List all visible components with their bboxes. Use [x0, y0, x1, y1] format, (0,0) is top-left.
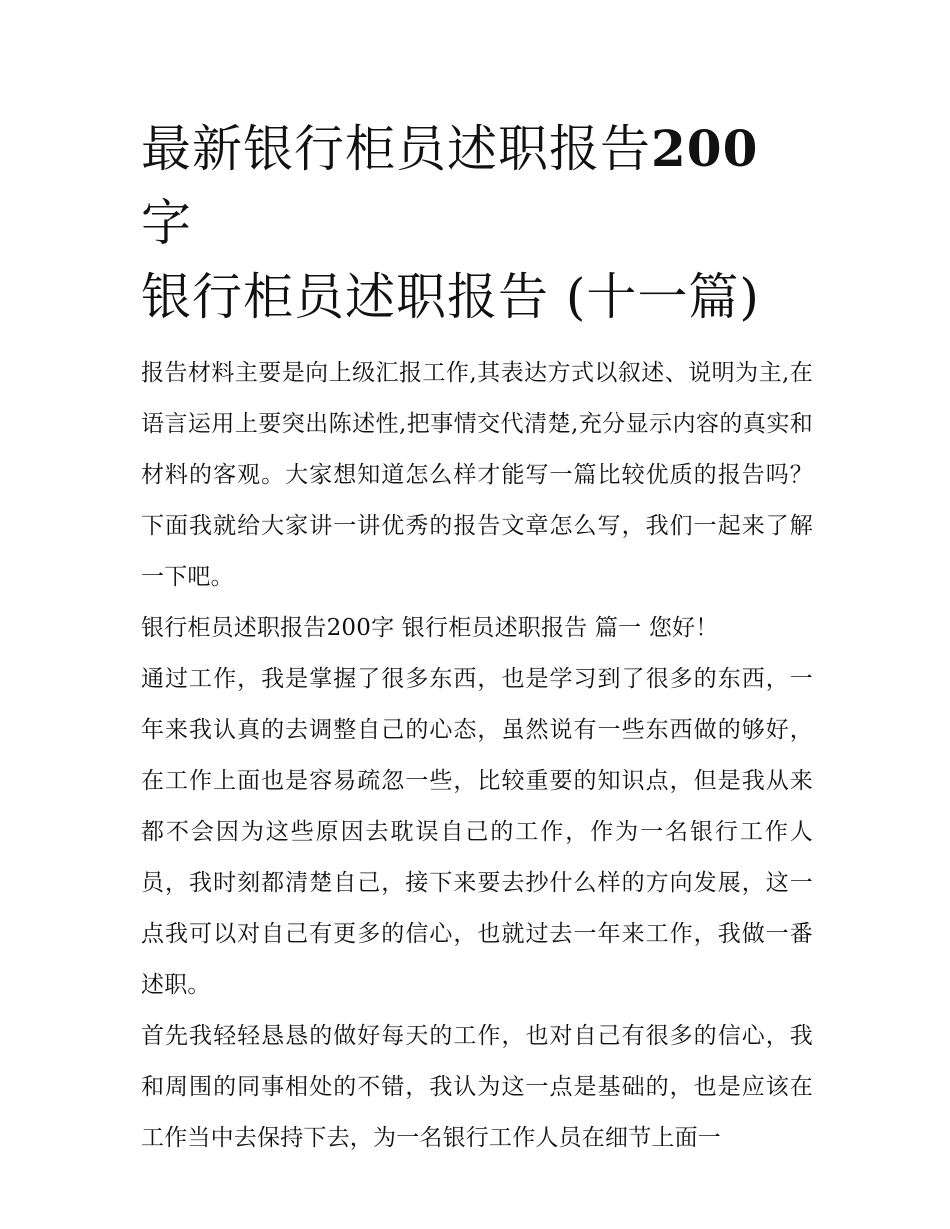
section-heading-paragraph: 银行柜员述职报告200字 银行柜员述职报告 篇一 您好！ — [141, 615, 719, 641]
document-title — [141, 112, 813, 334]
title-line1-suffix: 字 — [141, 194, 192, 252]
intro-paragraph: 报告材料主要是向上级汇报工作,其表达方式以叙述、说明为主,在语言运用上要突出陈述性,把事情交代清楚,充分显示内容的真实和材料的客观。大家想知道怎么样才能写一篇比较优质的报告吗？下面我就给大家讲一讲优秀的报告文章怎么写，我们一起来了解一下吧。 — [141, 360, 813, 590]
body-paragraph-1: 通过工作，我是掌握了很多东西，也是学习到了很多的东西，一年来我认真的去调整自己的心态，虽然说有一些东西做的够好，在工作上面也是容易疏忽一些，比较重要的知识点，但是我从来都不会因为这些原因去耽误自己的工作，作为一名银行工作人员，我时刻都清楚自己，接下来要去抄什么样的方向发展，这一点我可以对自己有更多的信心，也就过去一年来工作，我做一番述职。 — [141, 666, 813, 998]
body-paragraph-2: 首先我轻轻恳恳的做好每天的工作，也对自己有很多的信心，我和周围的同事相处的不错，我认为这一点是基础的，也是应该在工作当中去保持下去，为一名银行工作人员在细节上面一 — [141, 1023, 813, 1151]
title-line2: 银行柜员述职报告 (十一篇) — [141, 268, 760, 326]
document-page — [141, 112, 813, 1164]
title-line1-number: 200 — [651, 119, 759, 178]
title-line1-text: 最新银行柜员述职报告 — [141, 120, 651, 178]
